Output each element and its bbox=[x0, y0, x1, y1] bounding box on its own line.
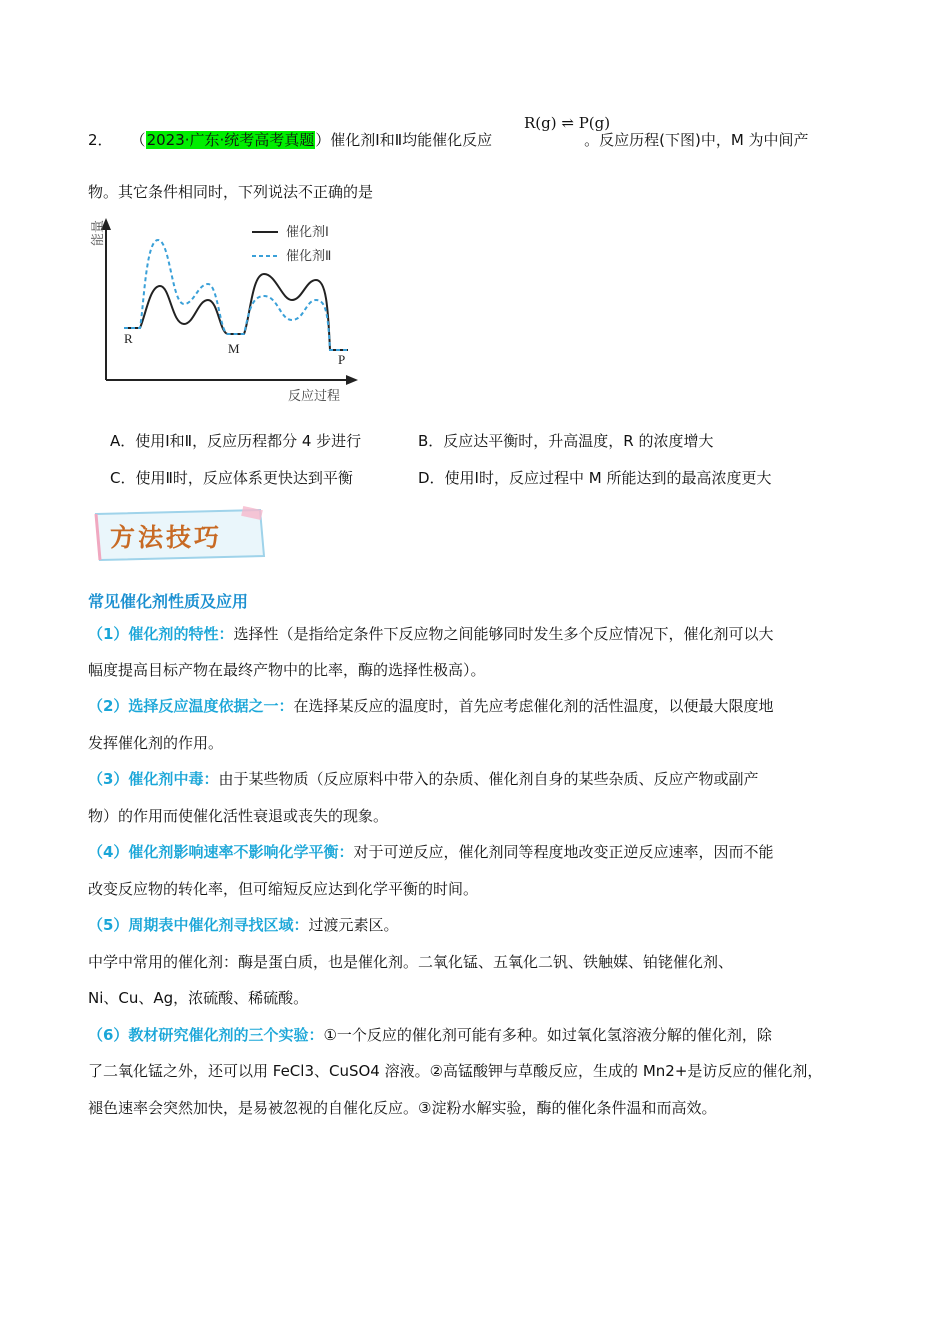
item-2-label: （2）选择反应温度依据之一： bbox=[88, 697, 294, 715]
item-1-label: （1）催化剂的特性： bbox=[88, 625, 234, 643]
paren-close: ） bbox=[315, 131, 331, 149]
option-d: D．使用Ⅰ时，反应过程中 M 所能达到的最高浓度更大 bbox=[418, 469, 772, 487]
option-b: B．反应达平衡时，升高温度，R 的浓度增大 bbox=[418, 432, 714, 450]
point-label-R: R bbox=[124, 331, 133, 346]
legend-label-I: 催化剂Ⅰ bbox=[286, 224, 329, 239]
catalyst-I-curve bbox=[124, 274, 348, 350]
item-6-text: ①一个反应的催化剂可能有多种。如过氧化氢溶液分解的催化剂，除 bbox=[323, 1026, 772, 1044]
item-2-line-1 bbox=[88, 696, 773, 716]
item-5-label: （5）周期表中催化剂寻找区域： bbox=[88, 916, 309, 934]
item-2-line-2: 发挥催化剂的作用。 bbox=[88, 734, 224, 752]
question-line-2: 物。其它条件相同时，下列说法不正确的是 bbox=[88, 183, 374, 201]
item-6-line-1 bbox=[88, 1025, 772, 1045]
option-c: C．使用Ⅱ时，反应体系更快达到平衡 bbox=[110, 469, 353, 487]
banner-text: 方法技巧 bbox=[110, 523, 223, 552]
item-4-text: 对于可逆反应，催化剂同等程度地改变正逆反应速率，因而不能 bbox=[353, 843, 774, 861]
energy-diagram bbox=[84, 214, 374, 410]
item-1-text: 选择性（是指给定条件下反应物之间能够同时发生多个反应情况下，催化剂可以大 bbox=[233, 625, 774, 643]
item-1-line-2: 幅度提高目标产物在最终产物中的比率，酶的选择性极高）。 bbox=[88, 661, 486, 679]
question-line-1 bbox=[88, 130, 809, 150]
item-3-line-1 bbox=[88, 769, 758, 789]
paren-open: （ bbox=[130, 131, 146, 149]
x-axis-label: 反应过程 bbox=[288, 388, 341, 403]
item-1-line-1 bbox=[88, 624, 773, 644]
plain-line-2: Ni、Cu、Ag，浓硫酸、稀硫酸。 bbox=[88, 989, 309, 1007]
legend-label-II: 催化剂Ⅱ bbox=[286, 248, 332, 263]
item-6-line-2: 了二氧化锰之外，还可以用 FeCl3、CuSO4 溶液。②高锰酸钾与草酸反应，生成的 Mn2+是访反应的催化剂， bbox=[88, 1062, 823, 1080]
y-axis-label: 能量 bbox=[90, 219, 105, 246]
source-tag: 2023·广东·统考高考真题 bbox=[146, 131, 315, 149]
point-label-P: P bbox=[338, 352, 346, 367]
x-axis-arrow-icon bbox=[346, 375, 358, 385]
item-6-line-3: 褪色速率会突然加快，是易被忽视的自催化反应。③淀粉水解实验，酶的催化条件温和而高效。 bbox=[88, 1099, 717, 1117]
item-3-label: （3）催化剂中毒： bbox=[88, 770, 219, 788]
item-2-text: 在选择某反应的温度时，首先应考虑催化剂的活性温度，以便最大限度地 bbox=[293, 697, 774, 715]
item-4-line-1 bbox=[88, 842, 773, 862]
method-tips-banner bbox=[92, 506, 268, 564]
item-6-label: （6）教材研究催化剂的三个实验： bbox=[88, 1026, 324, 1044]
question-stem-part2: 。反应历程(下图)中，M 为中间产 bbox=[584, 131, 809, 149]
item-5-text: 过渡元素区。 bbox=[308, 916, 399, 934]
item-4-line-2: 改变反应物的转化率，但可缩短反应达到化学平衡的时间。 bbox=[88, 880, 479, 898]
option-a: A．使用Ⅰ和Ⅱ，反应历程都分 4 步进行 bbox=[110, 432, 362, 450]
item-5-line-1 bbox=[88, 915, 398, 935]
item-3-text: 由于某些物质（反应原料中带入的杂质、催化剂自身的某些杂质、反应产物或副产 bbox=[218, 770, 759, 788]
question-number: 2． bbox=[88, 131, 113, 149]
item-3-line-2: 物）的作用而使催化活性衰退或丧失的现象。 bbox=[88, 807, 389, 825]
reaction-formula: R(g) ⇌ P(g) bbox=[524, 114, 611, 132]
question-stem-part1: 催化剂Ⅰ和Ⅱ均能催化反应 bbox=[330, 131, 493, 149]
point-label-M: M bbox=[228, 341, 240, 356]
plain-line-1: 中学中常用的催化剂：酶是蛋白质，也是催化剂。二氧化锰、五氧化二钒、铁触媒、铂铑催化剂、 bbox=[88, 953, 734, 971]
section-title: 常见催化剂性质及应用 bbox=[88, 592, 249, 611]
item-4-label: （4）催化剂影响速率不影响化学平衡： bbox=[88, 843, 354, 861]
